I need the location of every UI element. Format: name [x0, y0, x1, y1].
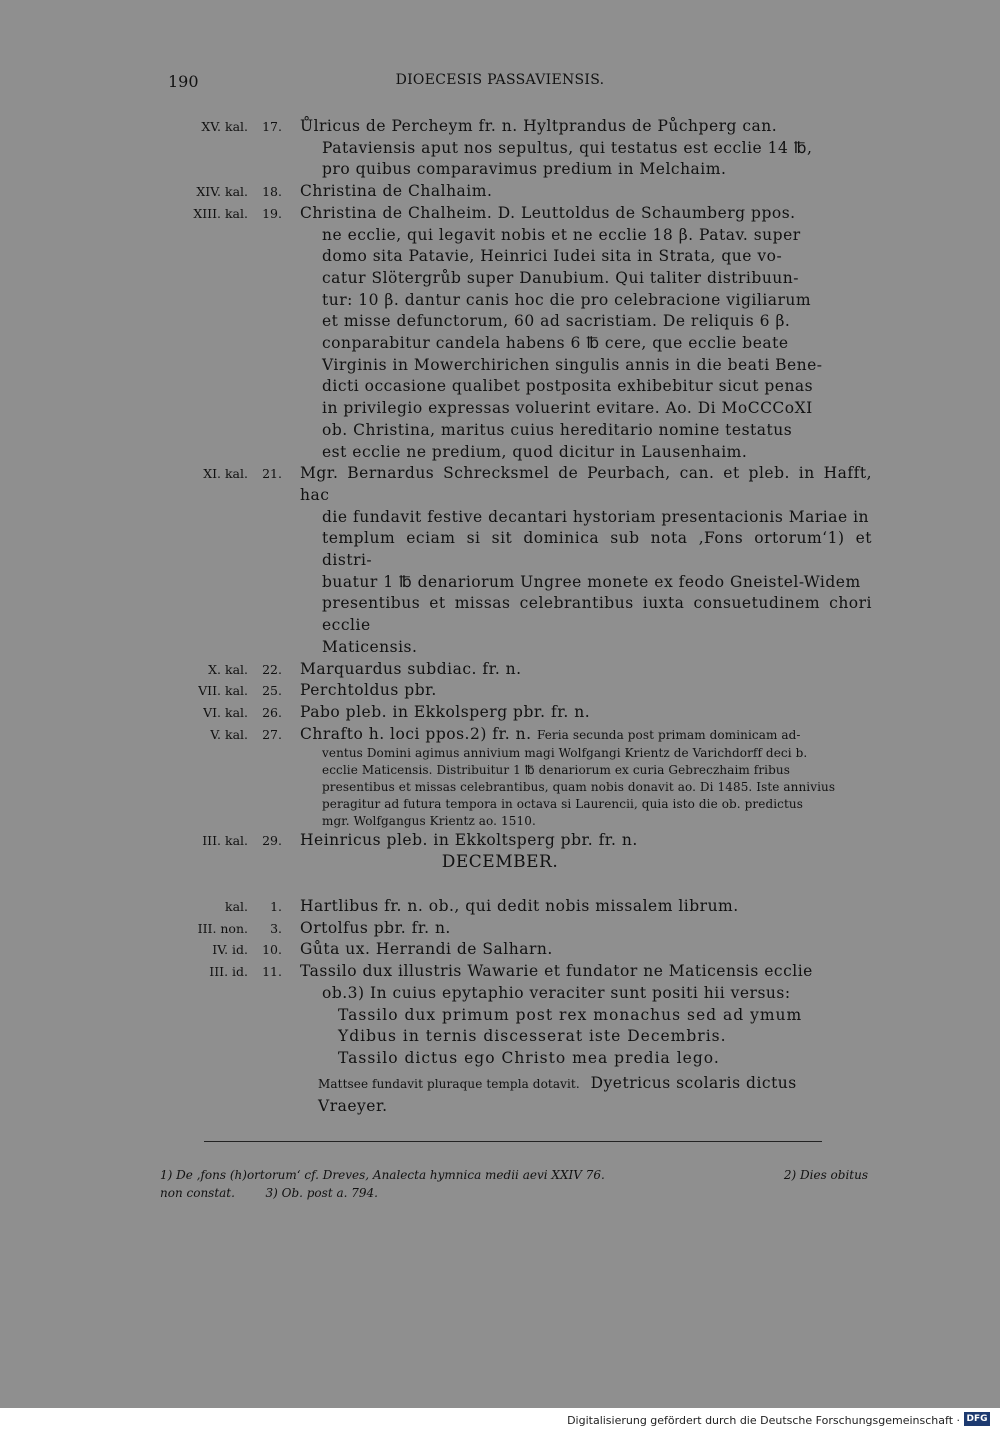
- entry-text: [300, 181, 872, 203]
- entry-date: III. non.: [197, 920, 248, 936]
- entry-line: ob.3) In cuius epytaphio veraciter sunt positi hii versus:: [322, 983, 791, 1002]
- entry-date: XV. kal.: [201, 119, 248, 134]
- entry-small-line: ventus Domini agimus annivium magi Wolfgangi Krientz de Varichdorff deci b.: [322, 746, 808, 761]
- footnote-2b: non constat.: [160, 1186, 235, 1200]
- page-number: 190: [168, 72, 199, 91]
- entry-day: 3.: [270, 920, 282, 936]
- entry-date: XIV. kal.: [196, 184, 248, 200]
- entry-line: Pataviensis aput nos sepultus, qui testatus est ecclie 14 ℔,: [322, 138, 813, 157]
- entry-line: die fundavit festive decantari hystoriam presentacionis Mariae in: [322, 507, 870, 526]
- calendar-entry: [0, 680, 1000, 702]
- entry-line: Heinricus pleb. in Ekkoltsperg pbr. fr. n.: [300, 831, 638, 850]
- entry-line: Ortolfus pbr. fr. n.: [300, 918, 451, 937]
- entry-line: Hartlibus fr. n. ob., qui dedit nobis missalem librum.: [300, 897, 739, 915]
- entry-line: catur Slötergrůb super Danubium. Qui taliter distribuun-: [322, 268, 800, 287]
- entry-text: [300, 116, 872, 181]
- entry-line: Christina de Chalheim. D. Leuttoldus de Schaumberg ppos.: [300, 203, 796, 222]
- verse-block: [0, 1005, 1000, 1070]
- entry-text: [300, 918, 872, 940]
- entry-text: [300, 961, 872, 1004]
- entry-small-line: presentibus et missas celebrantibus, quam nobis donavit ao. Di 1485. Iste annivius: [322, 780, 836, 795]
- entry-text: [300, 680, 872, 702]
- entry-line: Maticensis.: [322, 637, 418, 656]
- entry-small-line: mgr. Wolfgangus Krientz ao. 1510.: [322, 814, 536, 829]
- entry-line: Mgr. Bernardus Schrecksmel de Peurbach, can. et pleb. in Hafft, hac: [300, 464, 872, 504]
- entry-date: VI. kal.: [203, 704, 248, 720]
- entry-day: 26.: [262, 704, 282, 720]
- entry-line: Marquardus subdiac. fr. n.: [300, 659, 522, 678]
- entry-line: Pabo pleb. in Ekkolsperg pbr. fr. n.: [300, 702, 591, 721]
- verse-line: Tassilo dux primum post rex monachus sed ad ymum: [338, 1005, 803, 1024]
- entry-day: 25.: [262, 683, 282, 699]
- calendar-entry: [0, 939, 1000, 961]
- calendar-entry: [0, 961, 1000, 1004]
- entry-line: Christina de Chalhaim.: [300, 182, 493, 201]
- entry-day: 19.: [262, 205, 282, 221]
- entry-line: templum eciam si sit dominica sub nota ‚Fons ortorum‘1) et distri-: [322, 529, 872, 570]
- entry-text: [300, 830, 872, 852]
- entry-day: 29.: [262, 833, 282, 849]
- entry-line: dicti occasione qualibet postposita exhibebitur sicut penas: [322, 377, 814, 396]
- entry-line: Ůlricus de Percheym fr. n. Hyltprandus de Půchperg can.: [300, 117, 778, 135]
- entry-text: [300, 463, 872, 658]
- entry-line: Tassilo dux illustris Wawarie et fundator ne Maticensis ecclie: [300, 962, 813, 981]
- entry-line: ob. Christina, maritus cuius hereditario nomine testatus: [322, 420, 793, 439]
- calendar-entry: [0, 181, 1000, 203]
- entry-line: et misse defunctorum, 60 ad sacristiam. De reliquis 6 β.: [322, 312, 791, 331]
- calendar-entry: [0, 116, 1000, 181]
- entry-text: [300, 939, 872, 961]
- entry-line: Chrafto h. loci ppos.2) fr. n. Feria secunda post primam dominicam ad-: [300, 724, 801, 743]
- entry-day: 22.: [262, 661, 282, 677]
- entry-line: ne ecclie, qui legavit nobis et ne ecclie 18 β. Patav. super: [322, 225, 801, 244]
- calendar-entry: [0, 203, 1000, 463]
- credit-text: Digitalisierung gefördert durch die Deutsche Forschungsgemeinschaft ·: [567, 1414, 960, 1427]
- entry-day: 11.: [262, 964, 282, 980]
- entry-day: 18.: [262, 184, 282, 200]
- entry-day: 10.: [262, 942, 282, 958]
- entry-line: tur: 10 β. dantur canis hoc die pro celebracione vigiliarum: [322, 290, 812, 309]
- section-title: DECEMBER.: [441, 852, 559, 872]
- entry-text: [300, 896, 872, 918]
- footnote-1: 1) De ‚fons (h)ortorum‘ cf. Dreves, Analecta hymnica medii aevi XXIV 76.: [160, 1168, 605, 1182]
- november-entries: [0, 116, 1000, 852]
- entry-date: X. kal.: [208, 661, 248, 677]
- entry-line: buatur 1 ℔ denariorum Ungree monete ex feodo Gneistel-Widem: [322, 572, 861, 591]
- entry-small-text: Feria secunda post primam dominicam ad-: [536, 727, 801, 742]
- entry-date: V. kal.: [210, 726, 248, 742]
- entry-line: Virginis in Mowerchirichen singulis annis in die beati Bene-: [322, 355, 823, 374]
- entry-line: Perchtoldus pbr.: [300, 681, 437, 700]
- entry-day: 17.: [262, 119, 282, 134]
- footnote-3: 3) Ob. post a. 794.: [265, 1186, 378, 1200]
- entry-date: III. kal.: [202, 833, 248, 849]
- entry-date: XI. kal.: [203, 466, 248, 482]
- footnote-rule: [204, 1141, 822, 1142]
- after-verse-line2: Vraeyer.: [318, 1096, 388, 1115]
- calendar-entry: [0, 702, 1000, 724]
- entry-line: in privilegio expressas voluerint evitare. Ao. Di MoCCCoXI: [322, 399, 813, 418]
- after-verse-line: [318, 1073, 872, 1117]
- dfg-logo[interactable]: DFG: [964, 1412, 990, 1426]
- entry-line: pro quibus comparavimus predium in Melchaim.: [322, 160, 727, 179]
- verse-line: Tassilo dictus ego Christo mea predia lego.: [338, 1048, 720, 1067]
- entry-small-line: peragitur ad futura tempora in octava si Laurencii, quia isto die ob. predictus: [322, 797, 804, 812]
- entry-line: domo sita Patavie, Heinrici Iudei sita in Strata, que vo-: [322, 247, 783, 266]
- entry-text: [300, 203, 872, 463]
- footnote-2a: 2) Dies obitus: [783, 1168, 868, 1182]
- after-verse-small: Mattsee fundavit pluraque templa dotavit.: [318, 1077, 580, 1092]
- entry-date: XIII. kal.: [193, 205, 248, 221]
- calendar-entry: [0, 659, 1000, 681]
- calendar-entry: [0, 830, 1000, 852]
- running-head: DIOECESIS PASSAVIENSIS.: [395, 72, 605, 88]
- calendar-entry: [0, 463, 1000, 658]
- calendar-entry: [0, 918, 1000, 940]
- after-verse-rest: Dyetricus scolaris dictus: [590, 1074, 797, 1093]
- calendar-entry: [0, 896, 1000, 918]
- entry-line: presentibus et missas celebrantibus iuxta consuetudinem chori ecclie: [322, 594, 872, 635]
- calendar-entry: [0, 724, 1000, 831]
- entry-text: [300, 702, 872, 724]
- entry-text: [300, 724, 872, 831]
- entry-small-line: ecclie Maticensis. Distribuitur 1 ℔ denariorum ex curia Gebreczhaim fribus: [322, 763, 790, 778]
- entry-date: kal.: [225, 899, 248, 914]
- entry-line: Gůta ux. Herrandi de Salharn.: [300, 940, 553, 959]
- entry-text: [300, 659, 872, 681]
- entry-line: conparabitur candela habens 6 ℔ cere, que ecclie beate: [322, 334, 789, 353]
- entry-line: est ecclie ne predium, quod dicitur in Lausenhaim.: [322, 442, 748, 461]
- entry-day: 27.: [262, 726, 282, 742]
- entry-day: 1.: [270, 899, 282, 914]
- footnotes: [160, 1166, 868, 1202]
- december-entries: [0, 896, 1000, 1117]
- verse-line: Ydibus in ternis discesserat iste Decembris.: [338, 1027, 727, 1046]
- entry-date: IV. id.: [212, 942, 248, 958]
- entry-date: VII. kal.: [198, 683, 248, 699]
- entry-date: III. id.: [209, 964, 248, 980]
- entry-day: 21.: [262, 466, 282, 482]
